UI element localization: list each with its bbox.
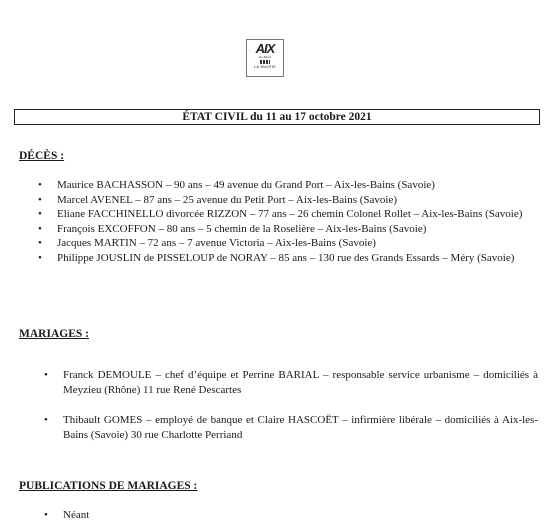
mariages-list — [44, 368, 538, 458]
list-item: • Jacques MARTIN – 72 ans – 7 avenue Victoria – Aix-les-Bains (Savoie) — [38, 236, 538, 251]
list-item: • Néant — [44, 508, 534, 523]
logo-mark: AIX — [255, 41, 275, 56]
list-item: • Thibault GOMES – employé de banque et Claire HASCOËT – infirmière libérale – domiciliés à Aix-les-Bains (Savoie) 30 rue Charlotte Perriand — [44, 413, 538, 442]
city-logo — [246, 39, 284, 77]
publications-heading: PUBLICATIONS DE MARIAGES : — [19, 480, 198, 492]
list-item: • Marcel AVENEL – 87 ans – 25 avenue du Petit Port – Aix-les-Bains (Savoie) — [38, 193, 538, 208]
document-title: ÉTAT CIVIL du 11 au 17 octobre 2021 — [14, 109, 540, 125]
list-item: • François EXCOFFON – 80 ans – 5 chemin de la Roselière – Aix-les-Bains (Savoie) — [38, 222, 538, 237]
logo-caption: LA MAIRIE — [253, 64, 277, 69]
deces-list — [38, 178, 538, 266]
deces-heading: DÉCÈS : — [19, 150, 65, 162]
list-item: • Eliane FACCHINELLO divorcée RIZZON – 77 ans – 26 chemin Colonel Rollet – Aix-les-Bains (Savoie) — [38, 207, 538, 222]
logo-subtitle: les Bains — [258, 55, 272, 59]
list-item: • Philippe JOUSLIN de PISSELOUP de NORAY – 85 ans – 130 rue des Grands Essards – Méry (Savoie) — [38, 251, 538, 266]
publications-list — [44, 508, 534, 523]
list-item: • Franck DEMOULE – chef d’équipe et Perrine BARIAL – responsable service urbanisme – domiciliés à Meyzieu (Rhône) 11 rue René Descartes — [44, 368, 538, 397]
list-item: • Maurice BACHASSON – 90 ans – 49 avenue du Grand Port – Aix-les-Bains (Savoie) — [38, 178, 538, 193]
mariages-heading: MARIAGES : — [19, 328, 89, 340]
